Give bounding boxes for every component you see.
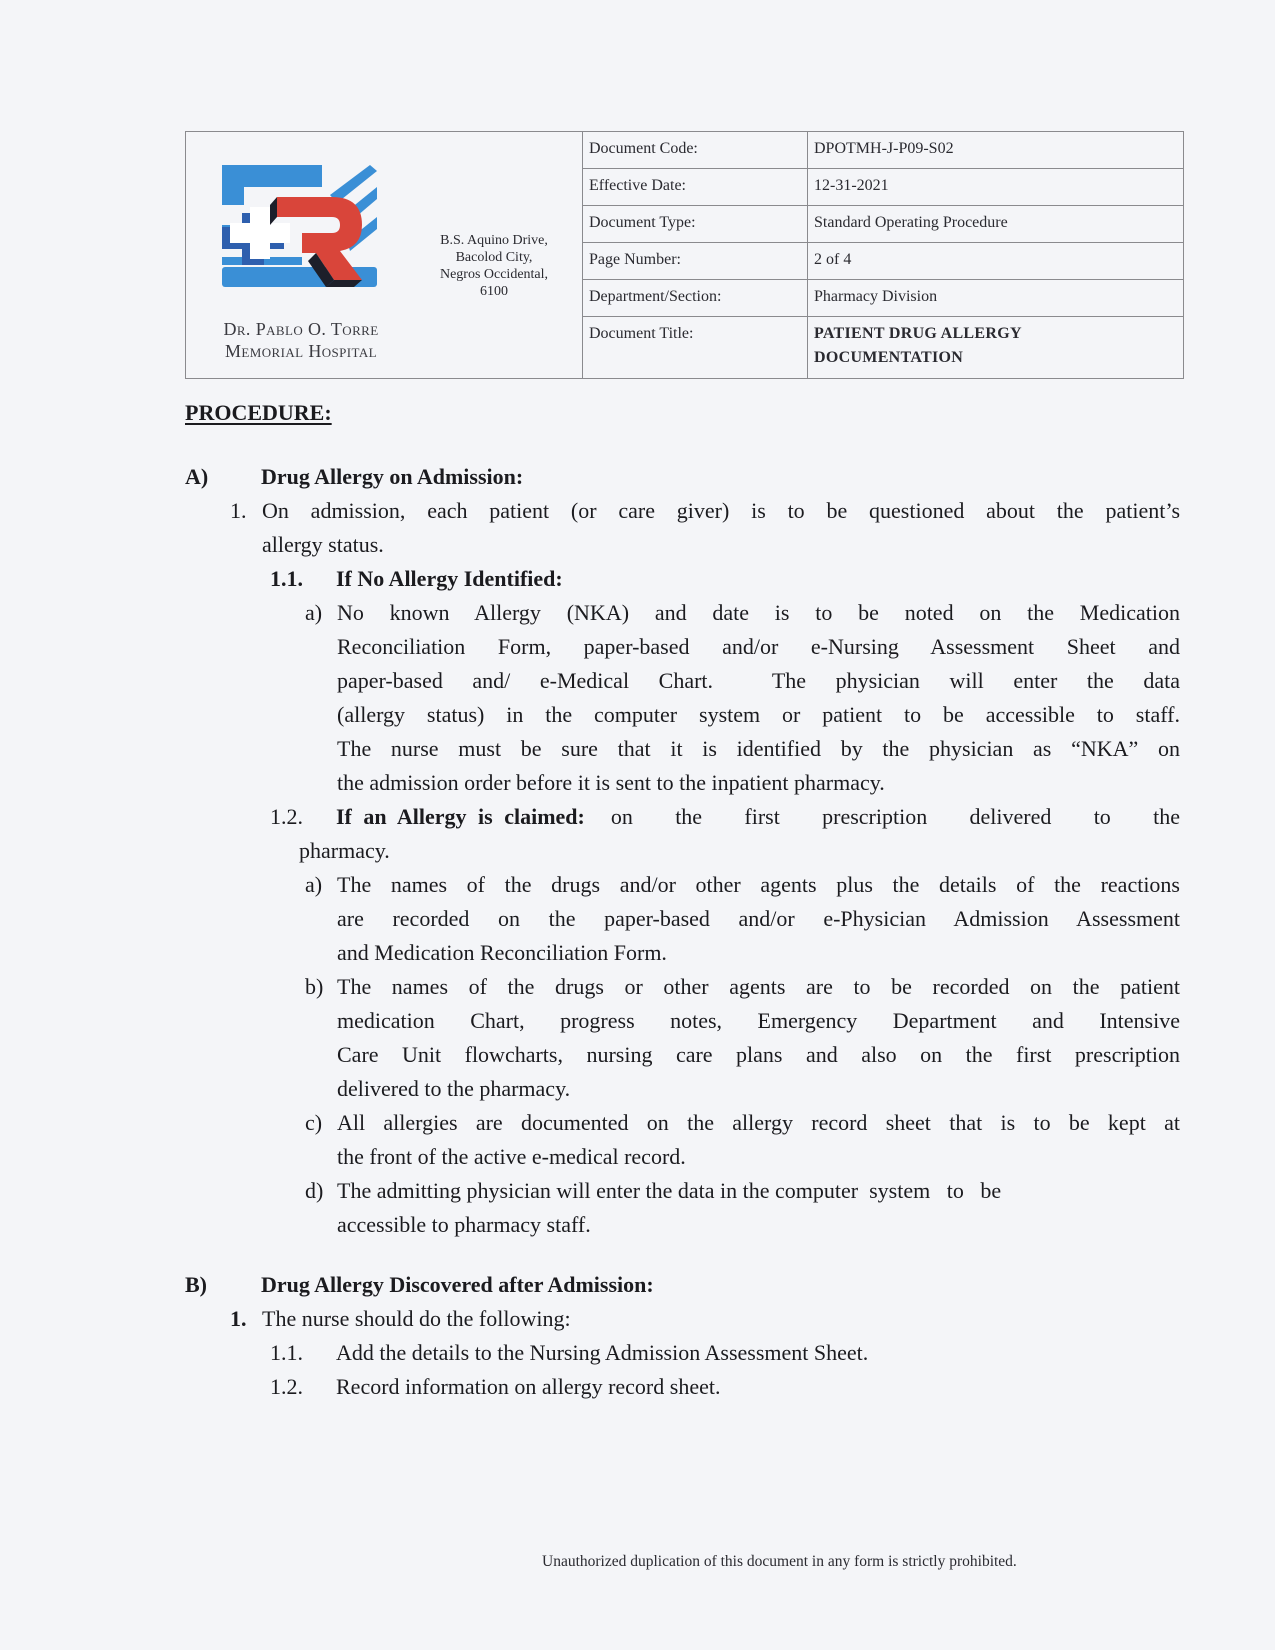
metadata-row-effective-date xyxy=(583,169,1183,206)
sub-1-2-marker: 1.2. xyxy=(270,804,303,829)
sub-1-2-d xyxy=(185,1174,1180,1208)
document-metadata xyxy=(583,132,1183,378)
department-value: Pharmacy Division xyxy=(814,288,938,305)
document-header-table xyxy=(185,131,1184,379)
metadata-label: Department/Section: xyxy=(583,280,808,316)
sub-1-2-heading xyxy=(185,800,1180,834)
b-sub-1-2-text: Record information on allergy record sheet. xyxy=(336,1374,721,1399)
sub-1-2-b xyxy=(185,970,1180,1004)
sub-1-2-title: If an Allergy is claimed: xyxy=(336,804,585,829)
sub-1-2-a xyxy=(185,868,1180,902)
item-1-line: allergy status. xyxy=(262,532,384,557)
b-item-1-marker: 1. xyxy=(230,1306,247,1331)
sub-1-1-title: If No Allergy Identified: xyxy=(336,566,563,591)
hospital-identity-cell xyxy=(186,132,583,378)
paragraph-line: Reconciliation Form, paper-based and/or e-Nursing Assessment Sheet and xyxy=(337,634,1180,659)
sub-1-2-a-marker: a) xyxy=(305,872,323,897)
paragraph-line: The names of the drugs and/or other agents plus the details of the reactions xyxy=(337,872,1180,897)
paragraph-line: delivered to the pharmacy. xyxy=(337,1076,571,1101)
document-type-value: Standard Operating Procedure xyxy=(814,214,1008,231)
section-a-marker: A) xyxy=(185,464,209,489)
metadata-label: Page Number: xyxy=(583,243,808,279)
spacer xyxy=(185,1242,1180,1268)
section-a-heading xyxy=(185,460,1180,494)
paragraph-line: The names of the drugs or other agents are to be recorded on the patient xyxy=(337,974,1180,999)
footer-notice: Unauthorized duplication of this document in any form is strictly prohibited. xyxy=(542,1553,1017,1570)
address-line: 6100 xyxy=(480,284,508,299)
sub-1-1-a xyxy=(185,596,1180,630)
metadata-row-document-title xyxy=(583,317,1183,378)
paragraph-line: the admission order before it is sent to the inpatient pharmacy. xyxy=(337,770,885,795)
b-sub-1-1-marker: 1.1. xyxy=(270,1340,303,1365)
paragraph-line: paper-based and/ e-Medical Chart. The physician will enter the data xyxy=(337,668,1180,693)
paragraph-line: the front of the active e-medical record. xyxy=(337,1144,686,1169)
b-sub-1-1 xyxy=(185,1336,1180,1370)
document-code-value: DPOTMH-J-P09-S02 xyxy=(814,140,954,157)
procedure-heading: PROCEDURE: xyxy=(185,400,332,425)
section-b-title: Drug Allergy Discovered after Admission: xyxy=(261,1272,654,1297)
paragraph-line: The admitting physician will enter the data in the computer system to be xyxy=(337,1178,1002,1203)
sub-1-2-rest: on the first prescription delivered to the xyxy=(610,804,1180,829)
item-1 xyxy=(185,494,1180,528)
paragraph-line: accessible to pharmacy staff. xyxy=(337,1212,591,1237)
page-number-value: 2 of 4 xyxy=(814,251,852,268)
metadata-label: Document Code: xyxy=(583,132,808,168)
paragraph-line: No known Allergy (NKA) and date is to be noted on the Medication xyxy=(337,600,1180,625)
b-sub-1-2 xyxy=(185,1370,1180,1404)
sub-1-2-c xyxy=(185,1106,1180,1140)
sub-1-1-a-marker: a) xyxy=(305,600,323,625)
paragraph-line: and Medication Reconciliation Form. xyxy=(337,940,667,965)
b-item-1-text: The nurse should do the following: xyxy=(262,1306,571,1331)
document-title-line1: PATIENT DRUG ALLERGY xyxy=(814,325,1022,342)
document-title-line2: DOCUMENTATION xyxy=(814,349,964,366)
b-item-1 xyxy=(185,1302,1180,1336)
spacer xyxy=(185,430,1180,460)
section-a-title: Drug Allergy on Admission: xyxy=(261,464,524,489)
procedure-content xyxy=(185,396,1180,1404)
sub-1-2-line2: pharmacy. xyxy=(299,838,390,863)
sub-1-2-c-marker: c) xyxy=(305,1110,323,1135)
metadata-label: Document Type: xyxy=(583,206,808,242)
sub-1-2-d-marker: d) xyxy=(305,1178,324,1203)
sub-1-2-b-marker: b) xyxy=(305,974,324,999)
paragraph-line: are recorded on the paper-based and/or e-Physician Admission Assessment xyxy=(337,906,1180,931)
section-b-marker: B) xyxy=(185,1272,207,1297)
document-title-value xyxy=(808,317,1183,378)
metadata-label: Effective Date: xyxy=(583,169,808,205)
sub-1-1-marker: 1.1. xyxy=(270,566,303,591)
paragraph-line: Care Unit flowcharts, nursing care plans and also on the first prescription xyxy=(337,1042,1180,1067)
paragraph-line: (allergy status) in the computer system or patient to be accessible to staff. xyxy=(337,702,1180,727)
address-line: B.S. Aquino Drive, xyxy=(440,233,548,248)
paragraph-line: All allergies are documented on the allergy record sheet that is to be kept at xyxy=(337,1110,1180,1135)
b-sub-1-2-marker: 1.2. xyxy=(270,1374,303,1399)
paragraph-line: medication Chart, progress notes, Emergency Department and Intensive xyxy=(337,1008,1180,1033)
address-line: Bacolod City, xyxy=(455,250,533,265)
hospital-address xyxy=(419,232,569,300)
item-1-line: On admission, each patient (or care giver) is to be questioned about the patient’s xyxy=(262,498,1180,523)
sub-1-1-heading xyxy=(185,562,1180,596)
effective-date-value: 12-31-2021 xyxy=(814,177,889,194)
hospital-name-line2: Memorial Hospital xyxy=(225,341,377,361)
metadata-row-document-type xyxy=(583,206,1183,243)
hospital-logo-icon xyxy=(222,165,377,290)
address-line: Negros Occidental, xyxy=(439,267,549,282)
item-1-marker: 1. xyxy=(230,498,247,523)
metadata-row-document-code xyxy=(583,132,1183,169)
section-b-heading xyxy=(185,1268,1180,1302)
metadata-label: Document Title: xyxy=(583,317,808,378)
metadata-row-department xyxy=(583,280,1183,317)
hospital-name xyxy=(190,318,412,362)
metadata-row-page-number xyxy=(583,243,1183,280)
b-sub-1-1-text: Add the details to the Nursing Admission Assessment Sheet. xyxy=(336,1340,869,1365)
hospital-name-line1: Dr. Pablo O. Torre xyxy=(223,319,379,339)
paragraph-line: The nurse must be sure that it is identified by the physician as “NKA” on xyxy=(337,736,1180,761)
